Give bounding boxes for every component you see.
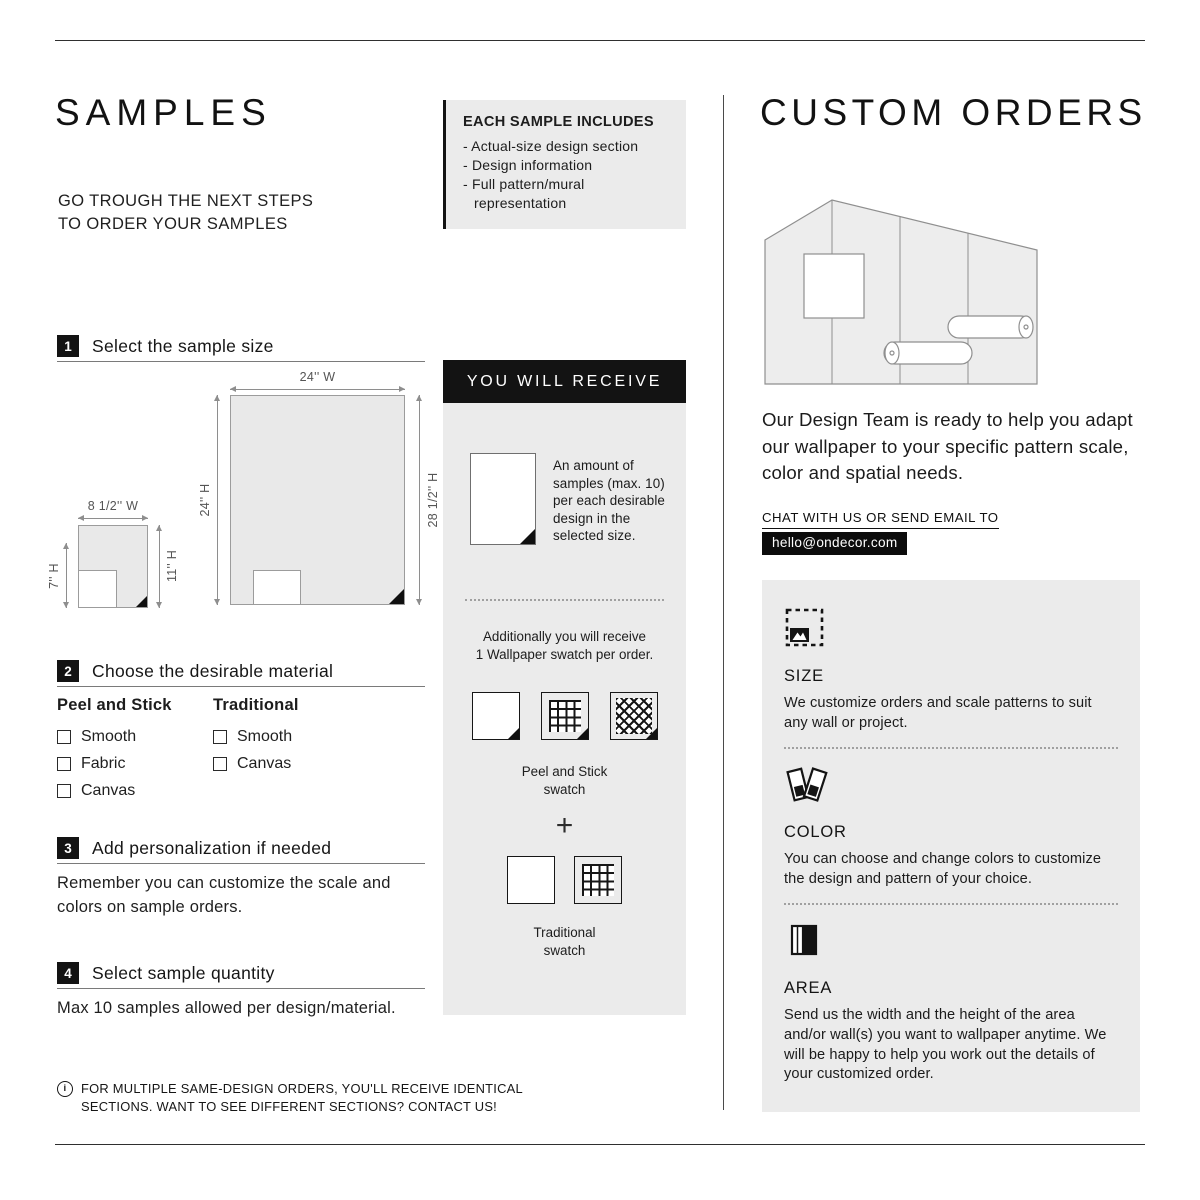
step-2-underline: [57, 686, 425, 687]
contact-label: CHAT WITH US OR SEND EMAIL TO: [762, 510, 999, 529]
checkbox-peel-canvas[interactable]: [57, 784, 71, 798]
step-1-number: 1: [57, 335, 79, 357]
material-option-row: [57, 755, 172, 773]
material-option-label: Canvas: [237, 755, 292, 772]
folded-corner: [389, 589, 404, 604]
small-sample-rectangle: [78, 525, 148, 608]
material-traditional-title: Traditional: [213, 696, 299, 714]
additional-swatch-text: [443, 628, 686, 663]
samples-intro-line1: GO TROUGH THE NEXT STEPS: [58, 192, 314, 210]
folded-corner: [577, 728, 588, 739]
feature-size-title: SIZE: [784, 667, 824, 685]
checkbox-traditional-smooth[interactable]: [213, 730, 227, 744]
peel-swatch-label-line1: Peel and Stick: [521, 764, 608, 780]
material-option-row: [213, 728, 299, 746]
each-sample-includes-box: [443, 100, 686, 229]
info-icon: i: [57, 1081, 73, 1097]
footnote-lines: [81, 1080, 523, 1115]
dimension-label-large-height-left: 24'' H: [198, 483, 212, 517]
material-option-label: Smooth: [237, 728, 293, 745]
step-4-number: 4: [57, 962, 79, 984]
step-4: [57, 962, 275, 984]
material-traditional: [213, 696, 299, 773]
checkbox-traditional-canvas[interactable]: [213, 757, 227, 771]
personalization-note: Remember you can customize the scale and colors on sample orders.: [57, 874, 391, 916]
traditional-swatch-label: [443, 924, 686, 959]
dimension-line-large-height-left: [217, 395, 218, 605]
dotted-separator: [465, 599, 664, 601]
material-option-row: [57, 728, 172, 746]
dimension-line-small-height-right: [159, 525, 160, 608]
sample-section-inset: [253, 570, 301, 604]
samples-amount-row: [443, 403, 686, 545]
samples-intro: [58, 190, 313, 236]
area-icon: [784, 919, 826, 961]
dimension-label-small-width: 8 1/2'' W: [87, 499, 139, 513]
column-divider: [723, 95, 724, 1110]
step-3-title: Add personalization if needed: [92, 837, 332, 858]
peel-swatch-plain: [472, 692, 520, 740]
quantity-note: Max 10 samples allowed per design/material.: [57, 999, 396, 1017]
size-icon: [784, 607, 826, 649]
folded-corner: [136, 596, 147, 607]
includes-item: - Design information: [463, 157, 593, 173]
plus-icon: +: [555, 809, 574, 843]
peel-swatch-label-line2: swatch: [543, 781, 586, 797]
feature-color-title: COLOR: [784, 823, 847, 842]
you-will-receive-title: YOU WILL RECEIVE: [466, 372, 663, 390]
large-sample-rectangle: [230, 395, 405, 605]
material-option-label: Canvas: [81, 782, 136, 799]
sample-section-inset: [79, 570, 117, 607]
step-1-title: Select the sample size: [92, 335, 274, 356]
includes-item: - Full pattern/mural representation: [463, 176, 585, 211]
footnote: [57, 1080, 523, 1115]
checkbox-peel-fabric[interactable]: [57, 757, 71, 771]
top-divider: [55, 40, 1145, 41]
dimension-line-large-height-right: [419, 395, 420, 605]
custom-orders-title: CUSTOM ORDERS: [760, 92, 1147, 133]
folded-corner: [508, 728, 519, 739]
dotted-separator: [784, 747, 1118, 749]
samples-intro-line2: TO ORDER YOUR SAMPLES: [58, 215, 288, 233]
material-option-label: Fabric: [81, 755, 126, 772]
peel-swatch-row: [443, 692, 686, 740]
step-4-underline: [57, 988, 425, 989]
peel-swatch-grid-pattern: [541, 692, 589, 740]
dimension-label-small-height-right: 11'' H: [165, 549, 179, 583]
traditional-swatch-row: [443, 856, 686, 904]
feature-area-title: AREA: [784, 979, 833, 998]
material-option-label: Smooth: [81, 728, 137, 745]
traditional-swatch-label-line1: Traditional: [533, 925, 596, 941]
color-icon: [784, 763, 828, 805]
folded-corner: [646, 728, 657, 739]
checkbox-peel-smooth[interactable]: [57, 730, 71, 744]
dimension-label-large-width: 24'' W: [299, 370, 336, 384]
peel-swatch-label: [443, 763, 686, 798]
additional-line2: 1 Wallpaper swatch per order.: [475, 646, 654, 662]
step-2-number: 2: [57, 660, 79, 682]
custom-orders-panel: [762, 580, 1140, 1112]
includes-title: EACH SAMPLE INCLUDES: [463, 114, 654, 130]
samples-amount-text: An amount of samples (max. 10) per each desirable design in the selected size.: [553, 458, 665, 544]
feature-color-text: You can choose and change colors to customize the design and pattern of your choice.: [784, 851, 1102, 887]
traditional-swatch-label-line2: swatch: [543, 942, 586, 958]
step-1-underline: [57, 361, 425, 362]
dimension-line-large-width: [230, 389, 405, 390]
step-3-underline: [57, 863, 425, 864]
bottom-divider: [55, 1144, 1145, 1145]
footnote-line1: FOR MULTIPLE SAME-DESIGN ORDERS, YOU'LL RECEIVE IDENTICAL: [81, 1081, 523, 1096]
samples-title: SAMPLES: [55, 92, 272, 133]
peel-swatch-crosshatch-pattern: [610, 692, 658, 740]
step-4-title: Select sample quantity: [92, 962, 275, 983]
includes-item: - Actual-size design section: [463, 138, 639, 154]
step-3: [57, 837, 331, 859]
sample-sheet-icon: [470, 453, 536, 545]
wallpapered-wall-illustration: [762, 196, 1040, 390]
material-peel-and-stick: [57, 696, 172, 800]
dimension-line-small-height-left: [66, 543, 67, 608]
material-option-row: [57, 782, 172, 800]
folded-corner: [520, 529, 535, 544]
traditional-swatch-grid-pattern: [574, 856, 622, 904]
dotted-separator: [784, 903, 1118, 905]
dimension-label-small-height-left: 7'' H: [47, 563, 61, 589]
step-3-number: 3: [57, 837, 79, 859]
custom-orders-description: Our Design Team is ready to help you adapt our wallpaper to your specific pattern scale, color and spatial needs.: [762, 409, 1133, 484]
traditional-swatch-plain: [507, 856, 555, 904]
dimension-label-large-height-right: 28 1/2'' H: [426, 472, 440, 528]
additional-line1: Additionally you will receive: [483, 629, 646, 644]
you-will-receive-panel: [443, 360, 686, 1015]
step-2-title: Choose the desirable material: [92, 660, 334, 681]
step-2: [57, 660, 333, 682]
feature-area-text: Send us the width and the height of the area and/or wall(s) you want to wallpaper anytime. We will be happy to help you work out the details of your customized order.: [784, 1007, 1107, 1083]
material-peel-title: Peel and Stick: [57, 696, 172, 714]
dimension-line-small-width: [78, 518, 148, 519]
you-will-receive-header: [443, 360, 686, 403]
step-1: [57, 335, 274, 357]
feature-size-text: We customize orders and scale patterns to suit any wall or project.: [784, 695, 1092, 731]
material-option-row: [213, 755, 299, 773]
footnote-line2: SECTIONS. WANT TO SEE DIFFERENT SECTIONS? CONTACT US!: [81, 1098, 498, 1114]
contact-email[interactable]: hello@ondecor.com: [762, 532, 907, 555]
